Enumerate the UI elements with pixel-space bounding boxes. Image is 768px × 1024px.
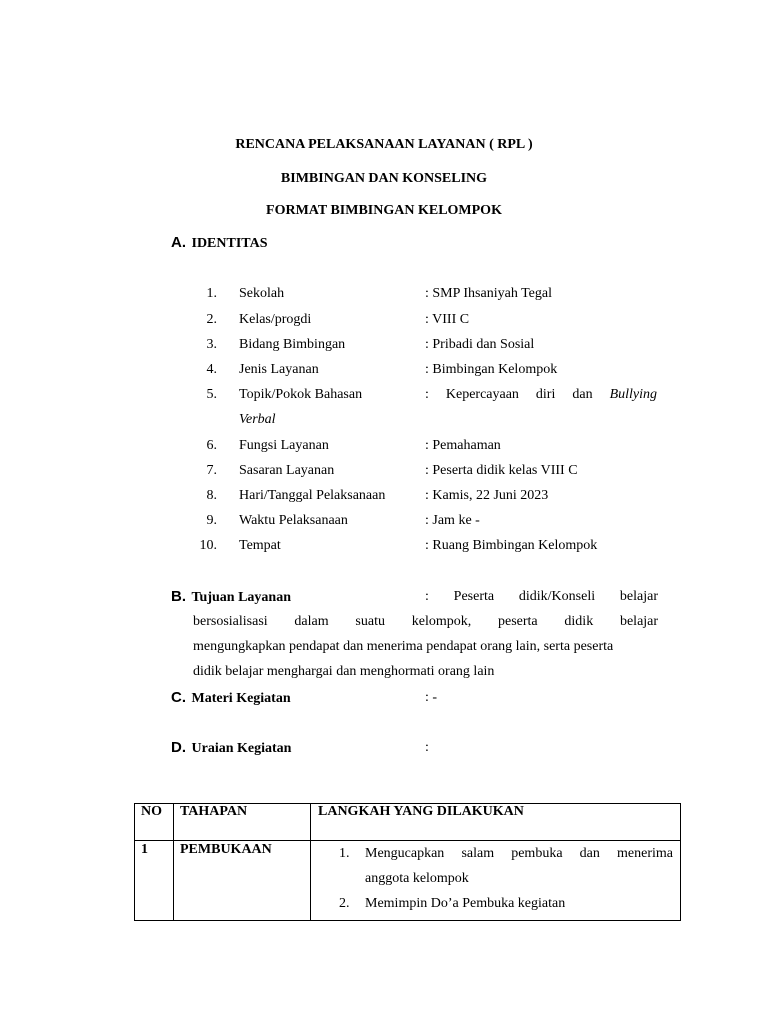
section-d-value: : [425,740,429,755]
identity-item-value: : Pribadi dan Sosial [425,337,535,352]
text-part: : [425,387,429,402]
identity-item-number: 4. [206,362,217,377]
row-steps [311,841,681,921]
identity-item-value [425,387,657,403]
identity-item-value: : SMP Ihsaniyah Tegal [425,286,552,301]
text-part: diri [535,387,556,402]
section-b-line4: didik belajar menghargai dan menghormati orang lain [193,664,495,679]
section-c-letter: C. [171,689,186,706]
identity-item-value: : VIII C [425,312,470,327]
identity-item-value: : Peserta didik kelas VIII C [425,463,578,478]
activity-table [134,803,681,921]
section-b-letter: B. [171,588,186,605]
identity-item-number: 10. [199,538,217,553]
doc-subtitle-2: FORMAT BIMBINGAN KELOMPOK [266,203,502,218]
identity-item-value: : Bimbingan Kelompok [425,362,558,377]
identity-item-label: Tempat [239,538,281,553]
identity-item-label: Hari/Tanggal Pelaksanaan [239,488,386,503]
col-header-steps: LANGKAH YANG DILAKUKAN [311,804,681,841]
identity-item-label: Kelas/progdi [239,312,312,327]
section-c-title: Materi Kegiatan [191,691,291,706]
identity-item-label: Jenis Layanan [239,362,319,377]
text-part: suatu [355,614,385,629]
text-part: menerima [617,846,673,861]
identity-item-number: 1. [206,286,217,301]
section-a-title: IDENTITAS [191,236,268,251]
text-part: peserta [498,614,538,629]
text-part: Bullying [609,387,657,402]
identity-item-number: 2. [206,312,217,327]
col-header-no: NO [135,804,174,841]
doc-subtitle-1: BIMBINGAN DAN KONSELING [280,171,488,186]
text-part: : [425,589,429,604]
col-header-stage: TAHAPAN [174,804,311,841]
steps-list [311,841,673,916]
text-part: dalam [294,614,329,629]
row-no: 1 [135,841,174,921]
section-b-heading [171,588,291,606]
identity-item-continuation: Verbal [239,412,276,427]
identity-item-value: : Pemahaman [425,438,501,453]
step-number: 2. [339,896,350,911]
text-part: didik [564,614,594,629]
text-part: pembuka [511,846,563,861]
section-c-value: : - [425,690,438,705]
text-part: bersosialisasi [193,614,268,629]
identity-item-number: 5. [206,387,217,402]
text-part: kelompok, [411,614,472,629]
identity-item-label: Fungsi Layanan [239,438,329,453]
section-b-title: Tujuan Layanan [191,590,291,605]
list-item [311,891,673,916]
text-part: belajar [619,589,658,604]
identity-item-number: 7. [206,463,217,478]
text-part: dan [572,387,593,402]
step-text: Memimpin Do’a Pembuka kegiatan [365,896,566,911]
identity-item-number: 9. [206,513,217,528]
text-part: belajar [619,614,659,629]
section-d-heading [171,739,291,757]
identity-item-number: 3. [206,337,217,352]
section-b-line2 [193,614,658,630]
identity-item-label: Sasaran Layanan [239,463,335,478]
identity-item-value: : Jam ke - [425,513,480,528]
section-c-heading [171,689,291,707]
section-d-title: Uraian Kegiatan [191,741,292,756]
section-a-letter: A. [171,234,186,251]
table-row [135,841,681,921]
table-header-row [135,804,681,841]
identity-item-label: Topik/Pokok Bahasan [239,387,363,402]
text-part: Peserta [453,589,495,604]
step-line: anggota kelompok [365,871,469,886]
doc-title: RENCANA PELAKSANAAN LAYANAN ( RPL ) [235,137,533,152]
identity-item-label: Waktu Pelaksanaan [239,513,348,528]
step-number: 1. [339,846,350,861]
text-part: salam [461,846,495,861]
text-part: Mengucapkan [365,846,445,861]
text-part: Kepercayaan [445,387,519,402]
section-b-line3: mengungkapkan pendapat dan menerima pendapat orang lain, serta peserta [193,639,614,654]
text-part: dan [579,846,600,861]
identity-item-value: : Kamis, 22 Juni 2023 [425,488,549,503]
identity-item-label: Bidang Bimbingan [239,337,346,352]
row-stage: PEMBUKAAN [174,841,311,921]
section-b-line1 [425,589,658,605]
identity-item-number: 6. [206,438,217,453]
text-part: didik/Konseli [518,589,596,604]
identity-item-value: : Ruang Bimbingan Kelompok [425,538,598,553]
section-d-letter: D. [171,739,186,756]
identity-item-label: Sekolah [239,286,285,301]
list-item [311,841,673,891]
section-a-heading [171,234,268,252]
step-line [365,841,673,866]
identity-item-number: 8. [206,488,217,503]
